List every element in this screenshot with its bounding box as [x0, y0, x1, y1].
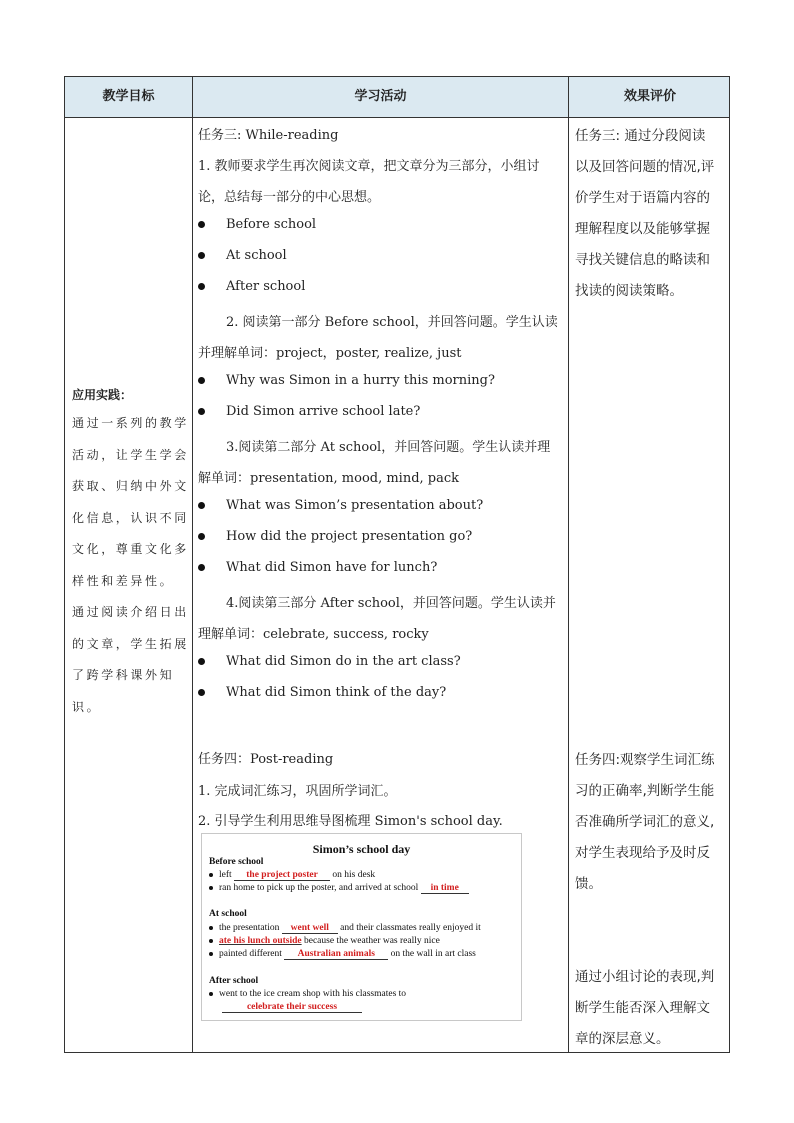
eval-task3-line: 找读的阅读策略。	[575, 283, 683, 299]
header-teaching-goal: 教学目标	[102, 89, 155, 104]
mind-map-title: Simon’s school day	[312, 842, 411, 856]
eval-group-line: 章的深层意义。	[575, 1031, 670, 1047]
mind-map-figure	[201, 833, 522, 1021]
answer-blank: went well	[282, 923, 338, 934]
eval-group-line: 通过小组讨论的表现,判	[575, 969, 715, 985]
goal-title: 应用实践：	[72, 388, 133, 402]
mind-map-item: went to the ice cream shop with his classmates to	[209, 989, 406, 999]
mind-map-heading: After school	[209, 976, 259, 986]
bullet-icon	[198, 689, 205, 696]
goal-line: 通过阅读介绍日出	[72, 605, 189, 619]
eval-task4-line: 习的正确率,判断学生能	[575, 783, 715, 799]
header-learning-activity: 学习活动	[354, 89, 407, 104]
eval-task3-line: 寻找关键信息的略读和	[575, 252, 710, 268]
part-before-school: Before school	[226, 217, 317, 232]
goal-line: 了跨学科课外知	[72, 668, 175, 682]
eval-task4-line: 任务四:观察学生词汇练	[575, 752, 715, 768]
mind-map-item: ran home to pick up the poster, and arrived at school in time	[209, 883, 469, 894]
mind-map-item: ate his lunch outside because the weather was really nice	[209, 936, 440, 946]
goal-line: 活动，让学生学会	[72, 447, 189, 462]
column-divider	[568, 77, 569, 1052]
goal-line: 化信息，认识不同	[72, 510, 189, 525]
eval-task4-line: 对学生表现给予及时反	[575, 845, 710, 861]
task3-step1-line2: 论，总结每一部分的中心思想。	[198, 190, 381, 205]
bullet-icon	[198, 377, 205, 384]
task3-step1-line1: 1. 教师要求学生再次阅读文章，把文章分为三部分，小组讨	[198, 159, 540, 174]
answer-blank: the project poster	[234, 870, 330, 881]
part-at-school: At school	[226, 248, 287, 263]
task4-title: 任务四：Post-reading	[198, 752, 334, 767]
bullet-icon	[198, 502, 205, 509]
teaching-goal-cell	[72, 384, 189, 729]
goal-line: 样性和差异性。	[72, 573, 175, 588]
eval-group-line: 断学生能否深入理解文	[575, 1000, 710, 1016]
task3-step2-line2: 并理解单词：project，poster, realize, just	[198, 346, 462, 361]
task4-step1: 1. 完成词汇练习，巩固所学词汇。	[198, 784, 397, 799]
eval-task3-line: 以及回答问题的情况,评	[575, 159, 715, 175]
question: Did Simon arrive school late?	[226, 404, 421, 419]
bullet-icon	[198, 658, 205, 665]
task3-step3-line2: 解单词：presentation, mood, mind, pack	[198, 471, 460, 486]
question: How did the project presentation go?	[226, 529, 473, 544]
answer-blank: ate his lunch outside	[219, 936, 302, 946]
mind-map-heading: Before school	[209, 857, 264, 867]
question: What did Simon think of the day?	[226, 685, 447, 700]
mind-map-item: left the project poster on his desk	[209, 870, 375, 881]
task3-step3-line1: 3.阅读第二部分 At school，并回答问题。学生认读并理	[226, 440, 551, 455]
task3-step4-line1: 4.阅读第三部分 After school，并回答问题。学生认读并	[226, 596, 556, 611]
part-after-school: After school	[226, 279, 306, 294]
question: Why was Simon in a hurry this morning?	[226, 373, 495, 388]
mind-map-item: painted different Australian animals on the wall in art class	[209, 949, 476, 960]
mind-map-item: the presentation went well and their classmates really enjoyed it	[209, 923, 481, 934]
task4-step2: 2. 引导学生利用思维导图梳理 Simon's school day.	[198, 814, 503, 829]
task3-title: 任务三: While-reading	[198, 128, 339, 143]
question: What did Simon have for lunch?	[226, 560, 438, 575]
mind-map-item	[222, 1002, 362, 1013]
goal-line: 文化，尊重文化多	[72, 542, 189, 556]
column-divider	[192, 77, 193, 1052]
answer-blank: Australian animals	[284, 949, 388, 960]
header-evaluation: 效果评价	[623, 89, 676, 104]
goal-line: 的文章，学生拓展	[72, 636, 189, 651]
mind-map-heading: At school	[209, 909, 247, 919]
eval-task4-line: 否准确所学词汇的意义,	[575, 814, 715, 830]
answer-blank: in time	[421, 883, 469, 894]
bullet-icon	[198, 221, 205, 228]
goal-line: 获取、归纳中外文	[72, 479, 189, 493]
question: What was Simon’s presentation about?	[226, 498, 484, 513]
bullet-icon	[198, 533, 205, 540]
eval-task4-line: 馈。	[575, 876, 602, 892]
eval-task3-line: 任务三: 通过分段阅读	[575, 128, 706, 144]
answer-blank: celebrate their success	[222, 1002, 362, 1013]
task3-step4-line2: 理解单词：celebrate, success, rocky	[198, 627, 429, 642]
question: What did Simon do in the art class?	[226, 654, 461, 669]
bullet-icon	[198, 408, 205, 415]
bullet-icon	[198, 564, 205, 571]
goal-line: 通过一系列的教学	[72, 416, 189, 430]
eval-task3-line: 理解程度以及能够掌握	[575, 221, 710, 237]
goal-line: 识。	[72, 699, 102, 714]
bullet-icon	[198, 283, 205, 290]
eval-task3-line: 价学生对于语篇内容的	[575, 190, 710, 206]
task3-step2-line1: 2. 阅读第一部分 Before school，并回答问题。学生认读	[226, 315, 558, 330]
bullet-icon	[198, 252, 205, 259]
